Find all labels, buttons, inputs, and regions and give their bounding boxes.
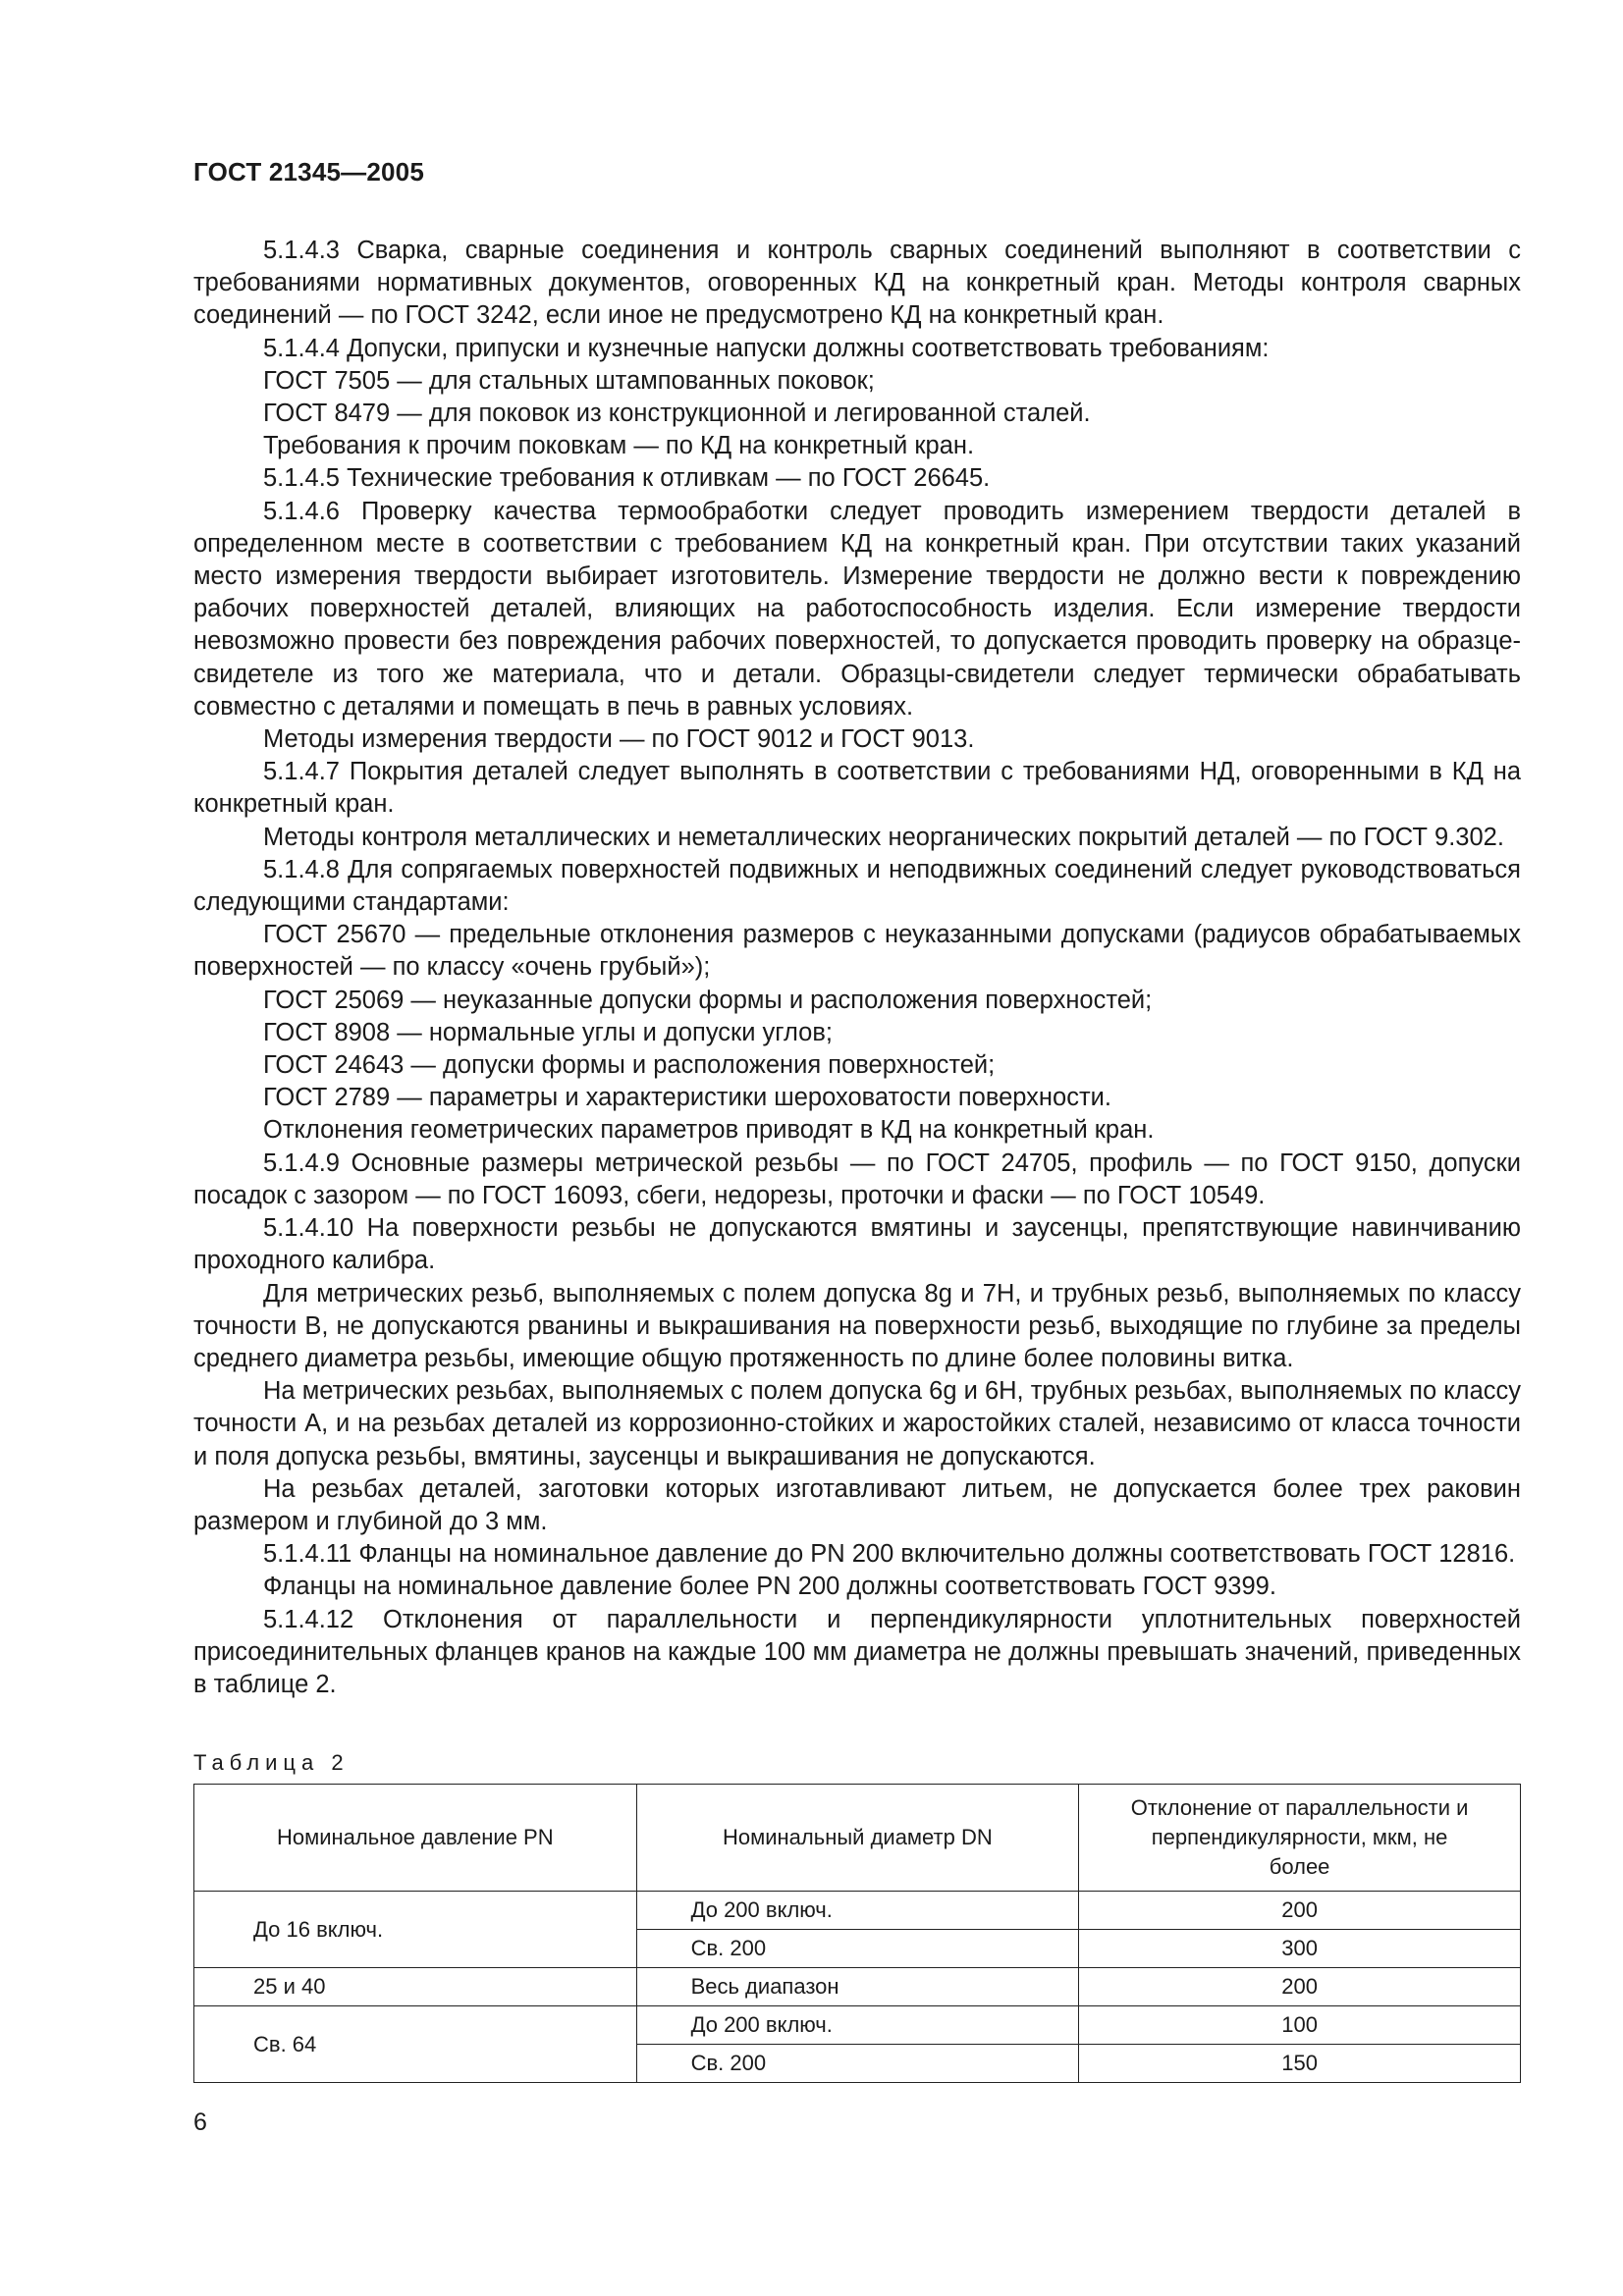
cell-diameter: До 200 включ. xyxy=(636,2006,1079,2045)
paragraph: 5.1.4.7 Покрытия деталей следует выполнять в соответствии с требованиями НД, оговоренными в КД на конкретный кран. xyxy=(193,758,1521,819)
cell-deviation: 300 xyxy=(1079,1930,1521,1968)
paragraph: Методы измерения твердости — по ГОСТ 9012 и ГОСТ 9013. xyxy=(263,725,975,754)
paragraph: 5.1.4.11 Фланцы на номинальное давление до PN 200 включительно должны соответствовать ГОСТ 12816. xyxy=(263,1540,1516,1569)
cell-deviation: 200 xyxy=(1079,1968,1521,2006)
paragraph: Отклонения геометрических параметров приводят в КД на конкретный кран. xyxy=(263,1116,1155,1145)
paragraph: 5.1.4.10 На поверхности резьбы не допускаются вмятины и заусенцы, препятствующие навинчиванию проходного калибра. xyxy=(193,1214,1521,1275)
paragraph: 5.1.4.3 Сварка, сварные соединения и контроль сварных соединений выполняют в соответствии с требованиями нормативных документов, оговоренных КД на конкретный кран. Методы контроля сварных соединений — по ГОСТ 3242, если иное не предусмотрено КД на конкретный кран. xyxy=(193,237,1521,330)
paragraph: ГОСТ 24643 — допуски формы и расположения поверхностей; xyxy=(263,1051,996,1080)
cell-diameter: До 200 включ. xyxy=(636,1892,1079,1930)
paragraph: Методы контроля металлических и неметаллических неорганических покрытий деталей — по ГОСТ 9.302. xyxy=(263,823,1504,851)
deviation-table xyxy=(193,1784,1521,2083)
cell-pressure: До 16 включ. xyxy=(194,1892,637,1968)
cell-diameter: Св. 200 xyxy=(636,2045,1079,2083)
table-row xyxy=(194,1968,1521,2006)
paragraph: ГОСТ 2789 — параметры и характеристики шероховатости поверхности. xyxy=(263,1084,1111,1112)
table-caption: Таблица 2 xyxy=(193,1750,350,1775)
paragraph: ГОСТ 25670 — предельные отклонения размеров с неуказанными допусками (радиусов обрабатываемых поверхностей — по классу «очень грубый»); xyxy=(193,921,1521,982)
header-diameter: Номинальный диаметр DN xyxy=(636,1785,1079,1892)
paragraph: Фланцы на номинальное давление более PN 200 должны соответствовать ГОСТ 9399. xyxy=(263,1573,1276,1601)
cell-pressure: 25 и 40 xyxy=(194,1968,637,2006)
table-header-row xyxy=(194,1785,1521,1892)
cell-diameter: Св. 200 xyxy=(636,1930,1079,1968)
header-deviation: Отклонение от параллельности и перпендикулярности, мкм, не более xyxy=(1079,1785,1521,1892)
table-row xyxy=(194,1892,1521,1930)
paragraph: 5.1.4.5 Технические требования к отливкам — по ГОСТ 26645. xyxy=(263,464,991,493)
paragraph: 5.1.4.4 Допуски, припуски и кузнечные напуски должны соответствовать требованиям: xyxy=(263,334,1270,362)
paragraph: 5.1.4.9 Основные размеры метрической резьбы — по ГОСТ 24705, профиль — по ГОСТ 9150, допуски посадок с зазором — по ГОСТ 16093, сбеги, недорезы, проточки и фаски — по ГОСТ 10549. xyxy=(193,1148,1521,1209)
cell-deviation: 200 xyxy=(1079,1892,1521,1930)
paragraph: ГОСТ 25069 — неуказанные допуски формы и расположения поверхностей; xyxy=(263,986,1153,1014)
document-header-title: ГОСТ 21345—2005 xyxy=(193,157,424,187)
cell-deviation: 100 xyxy=(1079,2006,1521,2045)
paragraph: На метрических резьбах, выполняемых с полем допуска 6g и 6Н, трубных резьбах, выполняемых по классу точности А, и на резьбах деталей из коррозионно-стойких и жаростойких сталей, независимо от класса точности и поля допуска резьбы, вмятины, заусенцы и выкрашивания не допускаются. xyxy=(193,1377,1521,1470)
paragraph: ГОСТ 8908 — нормальные углы и допуски углов; xyxy=(263,1018,833,1046)
paragraph: ГОСТ 7505 — для стальных штампованных поковок; xyxy=(263,366,875,395)
page-number: 6 xyxy=(193,2109,207,2136)
cell-diameter: Весь диапазон xyxy=(636,1968,1079,2006)
paragraph: ГОСТ 8479 — для поковок из конструкционной и легированной сталей. xyxy=(263,400,1091,428)
body-text xyxy=(193,235,1521,1701)
table-row xyxy=(194,2006,1521,2045)
paragraph: Требования к прочим поковкам — по КД на конкретный кран. xyxy=(263,432,975,460)
header-pressure: Номинальное давление PN xyxy=(194,1785,637,1892)
paragraph: Для метрических резьб, выполняемых с полем допуска 8g и 7Н, и трубных резьб, выполняемых по классу точности В, не допускаются рванины и выкрашивания на поверхности резьб, выходящие по глубине за пределы среднего диаметра резьбы, имеющие общую протяженность по длине более половины витка. xyxy=(193,1279,1521,1372)
cell-deviation: 150 xyxy=(1079,2045,1521,2083)
paragraph: 5.1.4.12 Отклонения от параллельности и перпендикулярности уплотнительных поверхностей присоединительных фланцев кранов на каждые 100 мм диаметра не должны превышать значений, приведенных в таблице 2. xyxy=(193,1605,1521,1698)
paragraph: 5.1.4.8 Для сопрягаемых поверхностей подвижных и неподвижных соединений следует руководствоваться следующими стандартами: xyxy=(193,855,1521,917)
paragraph: 5.1.4.6 Проверку качества термообработки следует проводить измерением твердости деталей в определенном месте в соответствии с требованием КД на конкретный кран. При отсутствии таких указаний место измерения твердости выбирает изготовитель. Измерение твердости не должно вести к повреждению рабочих поверхностей деталей, влияющих на работоспособность изделия. Если измерение твердости невозможно провести без повреждения рабочих поверхностей, то допускается проводить проверку на образце-свидетеле из того же материала, что и детали. Образцы-свидетели следует термически обрабатывать совместно с деталями и помещать в печь в равных условиях. xyxy=(193,497,1521,721)
paragraph: На резьбах деталей, заготовки которых изготавливают литьем, не допускается более трех раковин размером и глубиной до 3 мм. xyxy=(193,1474,1521,1535)
cell-pressure: Св. 64 xyxy=(194,2006,637,2083)
